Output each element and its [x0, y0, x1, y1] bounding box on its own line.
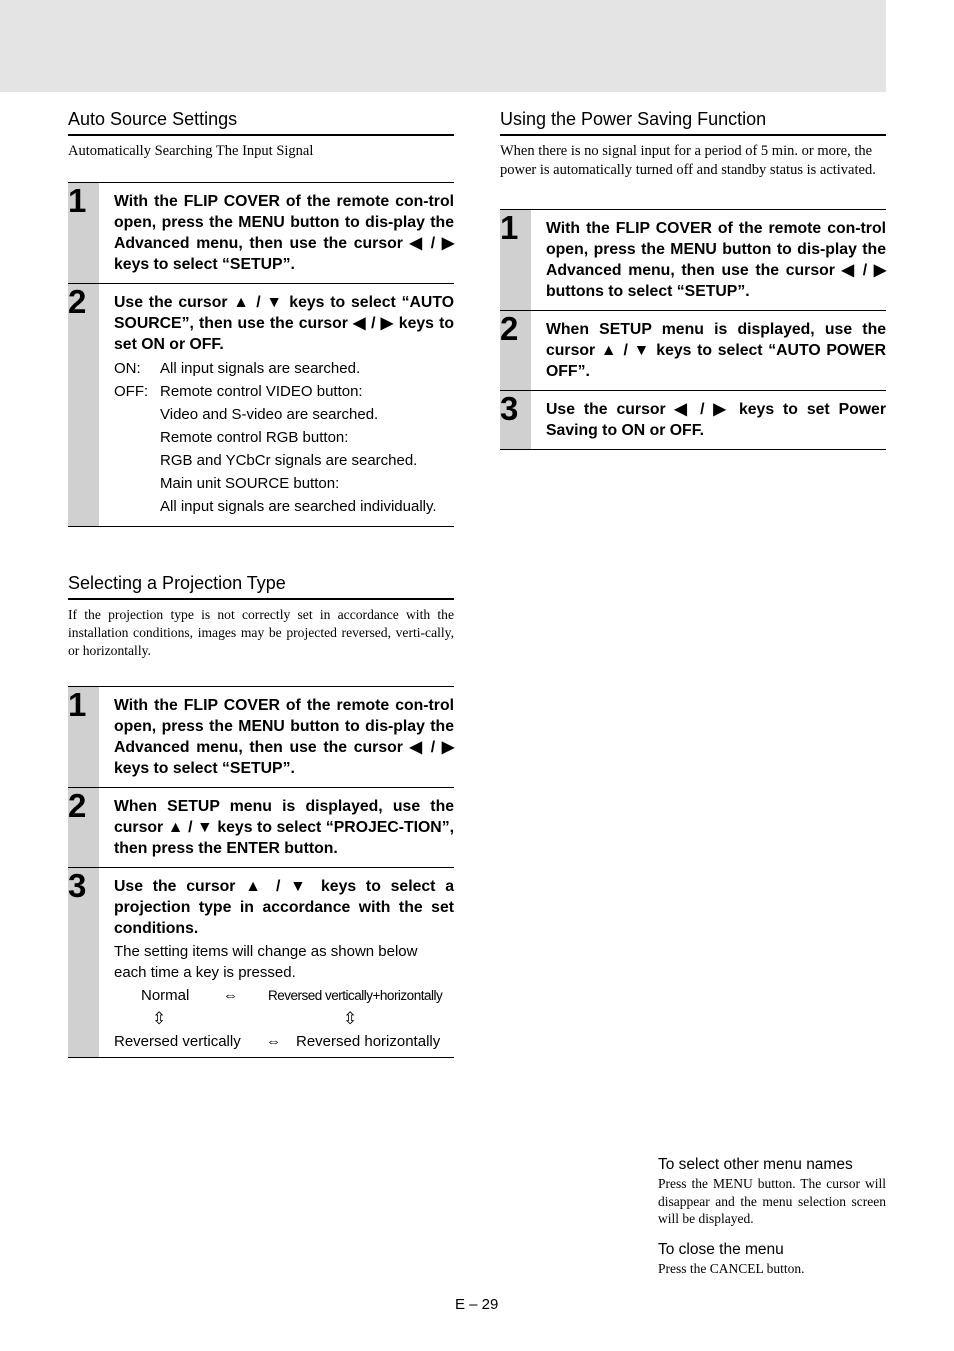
header-band [0, 0, 886, 92]
option-detail: All input signals are searched individually. [160, 497, 437, 515]
label-reversed-v: Reversed vertically [114, 1033, 241, 1050]
section-intro: Automatically Searching The Input Signal [68, 143, 314, 159]
step-text: With the FLIP COVER of the remote con-trol open, press the MENU button to dis-play the Advanced menu, then use the cursor ◀ / ▶ keys to select “SETUP”. [114, 697, 454, 777]
option-label: OFF: [114, 382, 149, 400]
step-number: 2 [68, 284, 99, 526]
label-reversed-h: Reversed horizontally [296, 1033, 441, 1050]
note-text: Press the MENU button. The cursor will disappear and the menu selection screen will be displayed. [658, 1176, 886, 1226]
step-text: Use the cursor ◀ / ▶ keys to set Power Saving to ON or OFF. [546, 401, 886, 439]
option-off [114, 380, 454, 403]
label-reversed-vh: Reversed vertically+horizontally [268, 988, 443, 1003]
auto-source-section [68, 108, 454, 527]
step-number: 2 [500, 311, 531, 390]
step-1 [500, 210, 886, 311]
note-text: Press the CANCEL button. [658, 1260, 805, 1276]
arrow-vertical: ⇳ [152, 1009, 167, 1028]
step-1 [68, 183, 454, 284]
step-2 [68, 284, 454, 527]
option-text: Remote control VIDEO button: [160, 382, 363, 400]
step-list [68, 182, 454, 527]
section-intro: If the projection type is not correctly set in accordance with the installation conditions, images may be projected reversed, verti-cally, or horizontally. [68, 607, 454, 658]
option-detail: Video and S-video are searched. [160, 405, 379, 423]
step-number: 1 [500, 210, 531, 310]
power-saving-section [500, 108, 886, 450]
option-detail: Remote control RGB button: [160, 428, 349, 446]
step-3 [500, 391, 886, 450]
step-number: 3 [500, 391, 531, 449]
menu-notes [658, 1155, 886, 1277]
note-heading: To close the menu [658, 1240, 784, 1258]
option-label: ON: [114, 359, 141, 377]
step-2 [68, 788, 454, 868]
arrow-horizontal: ⇔ [223, 987, 238, 1004]
step-text: Use the cursor ▲ / ▼ keys to select “AUTO SOURCE”, then use the cursor ◀ / ▶ keys to set ON or OFF. [114, 293, 454, 353]
section-heading: Selecting a Projection Type [68, 572, 454, 600]
step-number: 1 [68, 687, 99, 787]
step-1 [68, 687, 454, 788]
arrow-horizontal: ⇔ [266, 1033, 281, 1050]
step-number: 3 [68, 868, 99, 1057]
step-text: When SETUP menu is displayed, use the cursor ▲ / ▼ keys to select “AUTO POWER OFF”. [546, 321, 886, 380]
projection-section [68, 572, 454, 1058]
step-text: Use the cursor ▲ / ▼ keys to select a projection type in accordance with the set conditions. [114, 878, 454, 937]
step-list [500, 209, 886, 450]
step-2 [500, 311, 886, 391]
section-heading: Using the Power Saving Function [500, 108, 886, 136]
projection-cycle-diagram [114, 985, 454, 1055]
option-detail: Main unit SOURCE button: [160, 474, 340, 492]
option-detail: RGB and YCbCr signals are searched. [160, 451, 418, 469]
page-number: E – 29 [455, 1296, 499, 1313]
section-intro: When there is no signal input for a period of 5 min. or more, the power is automatically turned off and standby status is activated. [500, 143, 876, 178]
step-text: With the FLIP COVER of the remote con-trol open, press the MENU button to dis-play the Advanced menu, then use the cursor ◀ / ▶ keys to select “SETUP”. [114, 192, 454, 273]
label-normal: Normal [141, 987, 190, 1004]
step-number: 2 [68, 788, 99, 867]
section-heading: Auto Source Settings [68, 108, 454, 136]
step-text: With the FLIP COVER of the remote con-trol open, press the MENU button to dis-play the Advanced menu, then use the cursor ◀ / ▶ buttons to select “SETUP”. [546, 220, 886, 300]
option-on [114, 357, 454, 380]
note-heading: To select other menu names [658, 1156, 853, 1173]
step-number: 1 [68, 183, 99, 283]
step-note: The setting items will change as shown below each time a key is pressed. [114, 943, 418, 981]
step-3 [68, 868, 454, 1058]
arrow-vertical: ⇳ [343, 1009, 358, 1028]
option-text: All input signals are searched. [160, 359, 361, 377]
step-list [68, 686, 454, 1058]
step-text: When SETUP menu is displayed, use the cursor ▲ / ▼ keys to select “PROJEC-TION”, then press the ENTER button. [114, 798, 454, 857]
